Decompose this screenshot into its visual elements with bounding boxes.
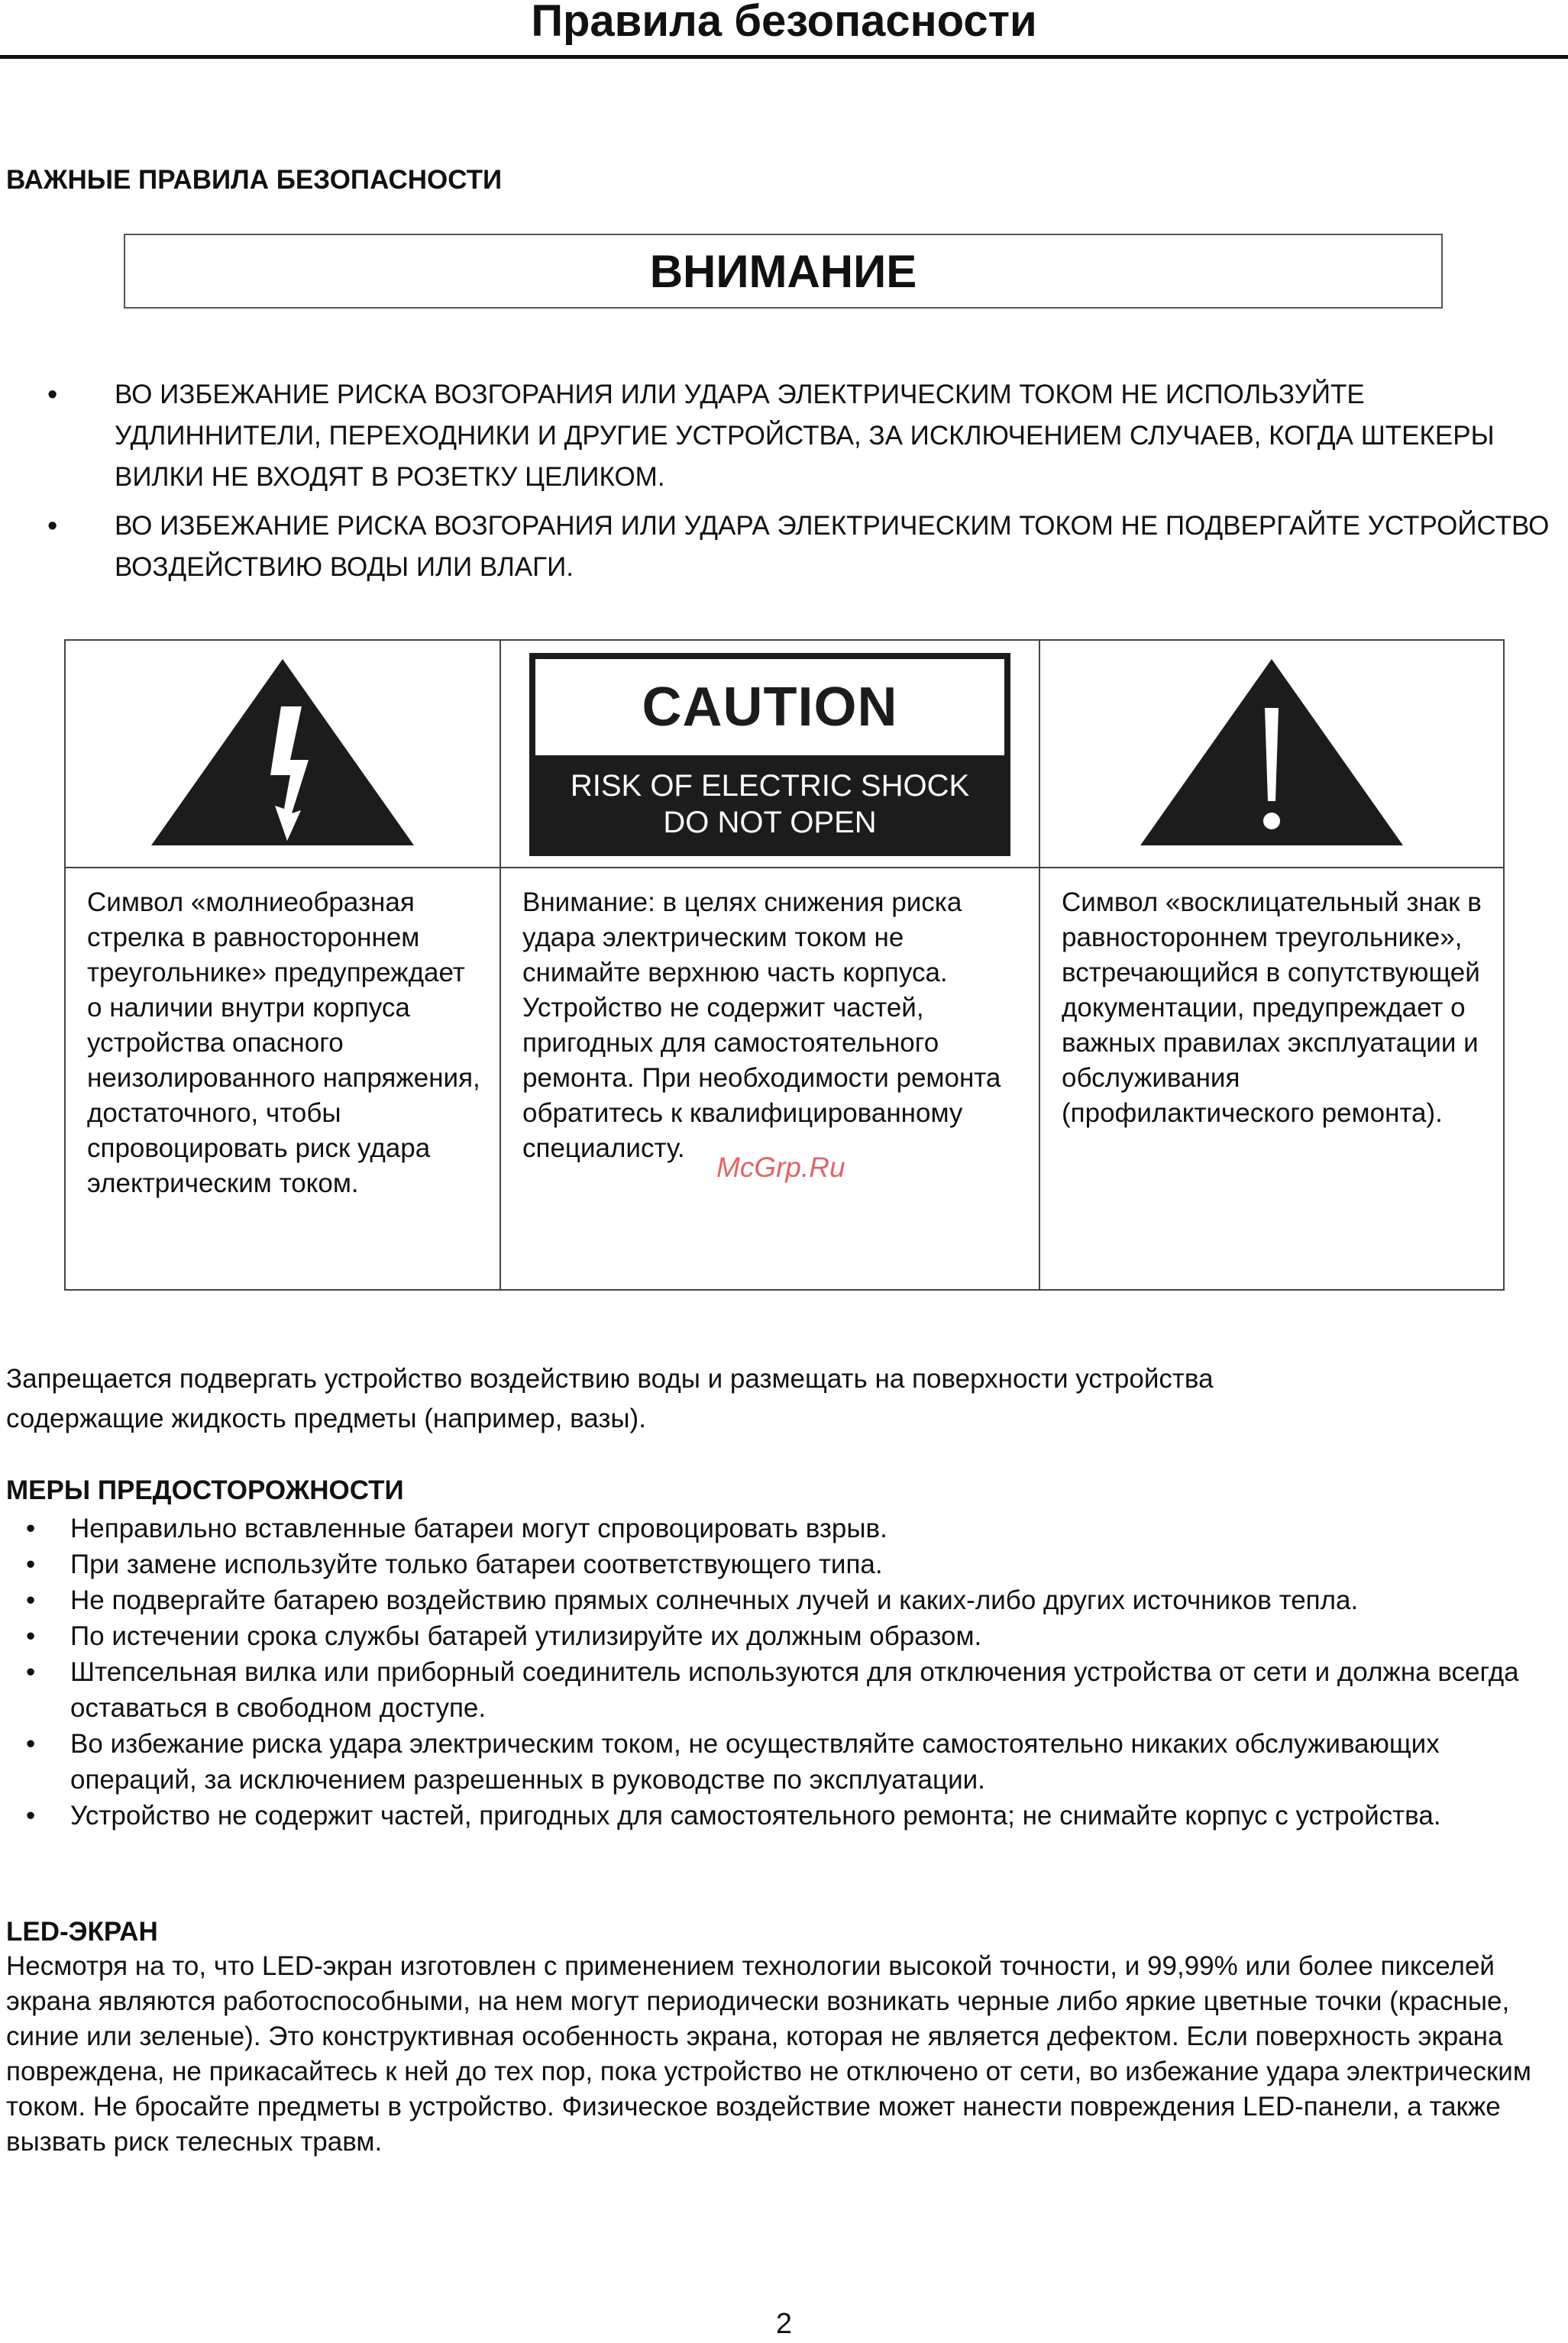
precaution-item bbox=[0, 1726, 1568, 1798]
caution-description: Внимание: в целях снижения риска удара электрическим током не снимайте верхнюю часть корпуса. Устройство не содержит частей, пригодных для самостоятельного ремонта. При необходимости ремонта обратитесь к квалифицированному специалисту. bbox=[500, 868, 1039, 1290]
led-screen-paragraph: Несмотря на то, что LED-экран изготовлен с применением технологии высокой точности, и 99,99% или более пикселей экрана являются работоспособными, на нем могут периодически возникать черные либо яркие цветные точки (красные, синие или зеленые). Это конструктивная особенность экрана, которая не является дефектом. Если поверхность экрана повреждена, не прикасайтесь к ней до тех пор, пока устройство не отключено от сети, во избежание удара электрическим током. Не бросайте предметы в устройство. Физическое воздействие может нанести повреждения LED-панели, а также вызвать риск телесных травм. bbox=[6, 1951, 1531, 2157]
title-divider bbox=[0, 55, 1568, 59]
lightning-triangle-icon bbox=[145, 653, 420, 852]
precaution-item bbox=[0, 1511, 1568, 1546]
warning-item bbox=[0, 374, 1568, 498]
important-rules-heading: ВАЖНЫЕ ПРАВИЛА БЕЗОПАСНОСТИ bbox=[6, 165, 503, 195]
precaution-item bbox=[0, 1798, 1568, 1834]
precaution-item bbox=[0, 1654, 1568, 1726]
lightning-symbol-cell bbox=[65, 640, 500, 868]
bullet-icon: • bbox=[26, 1514, 36, 1543]
precaution-text: Неправильно вставленные батареи могут спровоцировать взрыв. bbox=[70, 1514, 887, 1543]
bullet-icon: • bbox=[26, 1657, 36, 1687]
precautions-heading: МЕРЫ ПРЕДОСТОРОЖНОСТИ bbox=[6, 1475, 404, 1505]
bullet-icon: • bbox=[47, 510, 58, 542]
exclamation-triangle-icon bbox=[1134, 653, 1409, 852]
caution-subtitle bbox=[529, 768, 1010, 841]
warning-item bbox=[0, 506, 1568, 588]
caution-label bbox=[529, 653, 1010, 856]
lightning-description: Символ «молниеобразная стрелка в равностороннем треугольнике» предупреждает о наличии внутри корпуса устройства опасного неизолированного напряжения, достаточного, чтобы спровоцировать риск удара электрическим током. bbox=[65, 868, 500, 1290]
water-warning-line-2: содержащие жидкость предметы (например, вазы). bbox=[6, 1404, 646, 1433]
caution-line-2: DO NOT OPEN bbox=[663, 805, 877, 839]
warning-list bbox=[0, 374, 1568, 596]
water-warning-line-1: Запрещается подвергать устройство воздействию воды и размещать на поверхности устройства bbox=[6, 1364, 1214, 1394]
caution-line-1: RISK OF ELECTRIC SHOCK bbox=[570, 768, 970, 803]
bullet-icon: • bbox=[47, 379, 58, 411]
exclamation-symbol-cell bbox=[1039, 640, 1504, 868]
watermark: McGrp.Ru bbox=[716, 1152, 845, 1183]
bullet-icon: • bbox=[26, 1550, 36, 1579]
warning-text: ВО ИЗБЕЖАНИЕ РИСКА ВОЗГОРАНИЯ ИЛИ УДАРА ЭЛЕКТРИЧЕСКИМ ТОКОМ НЕ ПОДВЕРГАЙТЕ УСТРОЙСТВО ВОЗДЕЙСТВИЮ ВОДЫ ИЛИ ВЛАГИ. bbox=[115, 511, 1550, 582]
caution-title: CAUTION bbox=[535, 659, 1004, 755]
precaution-text: Устройство не содержит частей, пригодных для самостоятельного ремонта; не снимайте корпус с устройства. bbox=[70, 1801, 1441, 1831]
warning-text: ВО ИЗБЕЖАНИЕ РИСКА ВОЗГОРАНИЯ ИЛИ УДАРА ЭЛЕКТРИЧЕСКИМ ТОКОМ НЕ ИСПОЛЬЗУЙТЕ УДЛИННИТЕЛИ, ПЕРЕХОДНИКИ И ДРУГИЕ УСТРОЙСТВА, ЗА ИСКЛЮЧЕНИЕМ СЛУЧАЕВ, КОГДА ШТЕКЕРЫ ВИЛКИ НЕ ВХОДЯТ В РОЗЕТКУ ЦЕЛИКОМ. bbox=[115, 380, 1495, 492]
precaution-item bbox=[0, 1618, 1568, 1654]
bullet-icon: • bbox=[26, 1585, 36, 1615]
page-title: Правила безопасности bbox=[531, 0, 1037, 46]
led-screen-heading: LED-ЭКРАН bbox=[6, 1917, 158, 1947]
precaution-text: Во избежание риска удара электрическим током, не осуществляйте самостоятельно никаких обслуживающих операций, за исключением разрешенных в руководстве по эксплуатации. bbox=[70, 1729, 1440, 1795]
precaution-text: По истечении срока службы батарей утилизируйте их должным образом. bbox=[70, 1621, 982, 1651]
precaution-text: Штепсельная вилка или приборный соединитель используются для отключения устройства от сети и должна всегда оставаться в свободном доступе. bbox=[70, 1657, 1519, 1723]
precaution-item bbox=[0, 1546, 1568, 1582]
attention-box: ВНИМАНИЕ bbox=[124, 234, 1443, 309]
precaution-item bbox=[0, 1582, 1568, 1618]
water-warning-paragraph bbox=[6, 1359, 1557, 1439]
bullet-icon: • bbox=[26, 1729, 36, 1759]
precaution-text: При замене используйте только батареи соответствующего типа. bbox=[70, 1550, 883, 1579]
precaution-text: Не подвергайте батарею воздействию прямых солнечных лучей и каких-либо других источников тепла. bbox=[70, 1585, 1359, 1615]
precautions-list bbox=[0, 1511, 1568, 1834]
bullet-icon: • bbox=[26, 1801, 36, 1831]
bullet-icon: • bbox=[26, 1621, 36, 1651]
page-number: 2 bbox=[775, 2308, 793, 2340]
safety-symbols-table bbox=[64, 639, 1505, 1291]
exclamation-description: Символ «восклицательный знак в равностороннем треугольнике», встречающийся в сопутствующей документации, предупреждает о важных правилах эксплуатации и обслуживания (профилактического ремонта). bbox=[1039, 868, 1504, 1290]
caution-label-cell bbox=[500, 640, 1039, 868]
